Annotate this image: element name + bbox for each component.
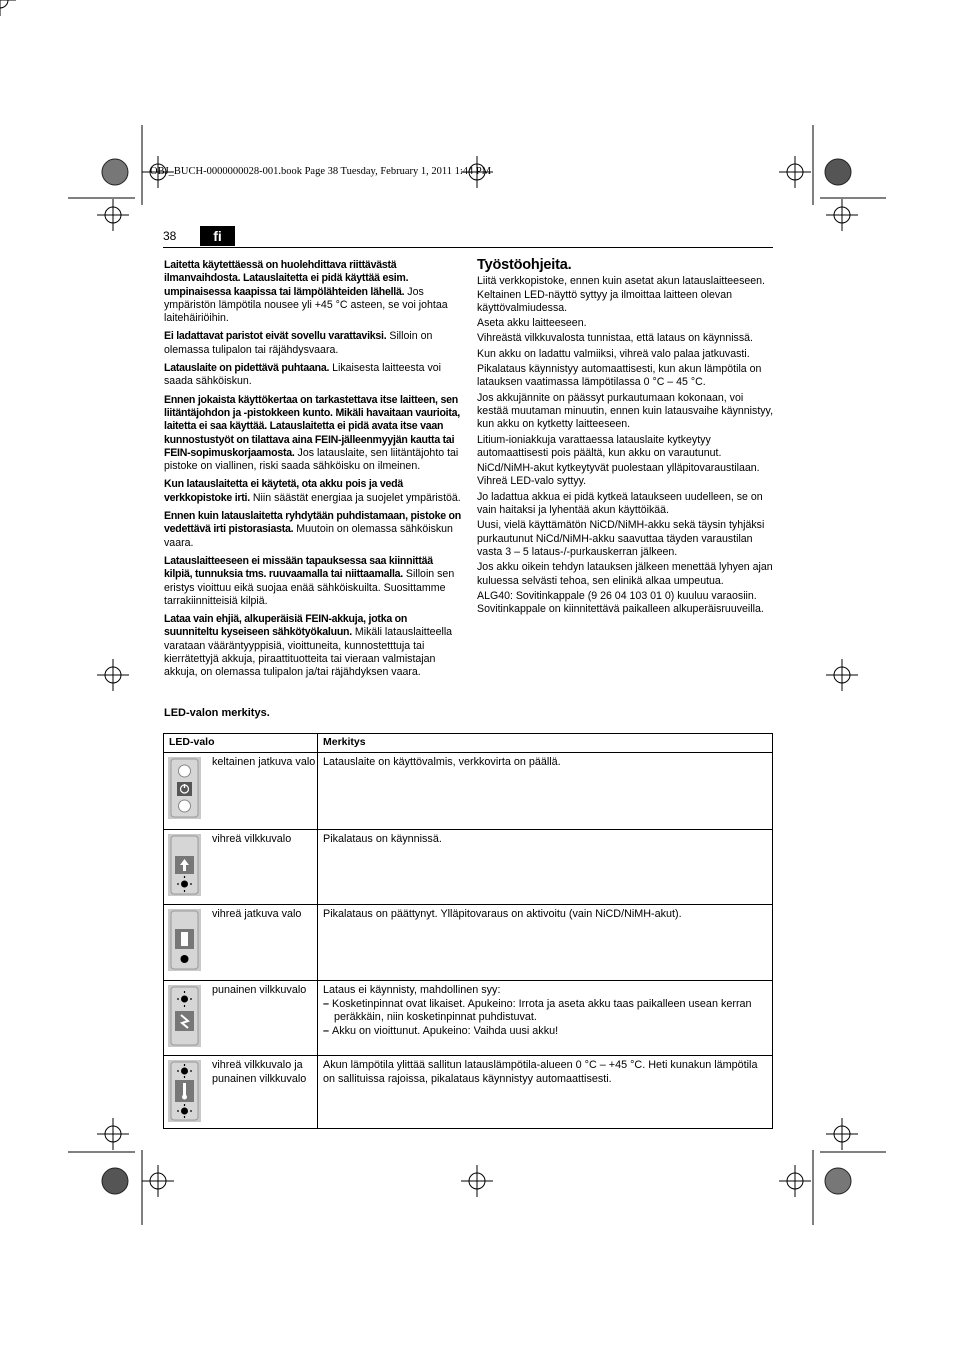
- column-header: Merkitys: [318, 734, 773, 753]
- instruction-paragraph: Kun akku on ladattu valmiiksi, vihreä valo palaa jatkuvasti.: [477, 347, 750, 360]
- print-info-line: OBJ_BUCH-0000000028-001.book Page 38 Tuesday, February 1, 2011 1:44 PM: [150, 166, 492, 177]
- section-heading: Työstöohjeita.: [477, 257, 572, 273]
- led-meaning: Pikalataus on päättynyt. Ylläpitovaraus on aktivoitu (vain NiCD/NiMH-akut).: [318, 905, 773, 981]
- led-name: vihreä vilkkuvalo ja punainen vilkkuvalo: [212, 1059, 307, 1085]
- led-name: vihreä jatkuva valo: [212, 908, 302, 920]
- instruction-paragraph: Aseta akku laitteeseen.: [477, 317, 587, 330]
- table-row: [164, 830, 773, 905]
- led-heading: LED-valon merkitys.: [164, 707, 270, 719]
- language-tab: fi: [200, 226, 235, 246]
- header-rule: [163, 247, 773, 248]
- safety-paragraph: Ennen kuin latauslaitetta ryhdytään puhdistamaan, pistoke on vedettävä irti pistorasiasta. Muutoin on olemassa sähköiskun vaara.: [164, 510, 461, 549]
- instruction-paragraph: ALG40: Sovitinkappale (9 26 04 103 01 0) kuuluu varaosiin. Sovitinkappale on kiinnitettävä paikalleen alkuperäisruuveilla.: [477, 589, 764, 616]
- full-battery-icon: [168, 909, 201, 971]
- safety-paragraph: Ennen jokaista käyttökertaa on tarkastettava itse laitteen, sen liitäntäjohdon ja -pistokkeen kunto. Mikäli havaitaan vaurioita, laitetta ei saa käyttää. Latauslaitetta ei pidä avata itse vaan kunnostustyöt on tilattava aina FEIN-jälleenmyyjän kautta tai FEIN-sopimuskorjaamosta. Jos latauslaite, sen liitäntäjohto tai pistoke on viallinen, riski saada sähköisku on ilmeinen.: [164, 393, 460, 473]
- instruction-paragraph: Uusi, vielä käyttämätön NiCD/NiMH-akku sekä täysin tyhjäksi purkautunut NiCd/NiMH-akku saavuttaa täyden varaustilan vasta 3 – 5 lataus-/-purkauskerran jälkeen.: [477, 519, 765, 558]
- instruction-paragraph: Liitä verkkopistoke, ennen kuin asetat akun latauslaitteeseen. Keltainen LED-näyttö syttyy ja ilmoittaa laitteen olevan käyttövalmiudessa.: [477, 275, 765, 314]
- led-meaning: Latauslaite on käyttövalmis, verkkovirta on päällä.: [318, 753, 773, 830]
- instruction-paragraph: Litium-ioniakkuja varattaessa latauslaite kytkeytyy automaattisesti pois päältä, kun akku on varautunut.: [477, 433, 722, 459]
- led-meaning: Lataus ei käynnisty, mahdollinen syy:: [323, 984, 501, 996]
- right-column: [477, 259, 775, 618]
- table-row: [164, 1056, 773, 1129]
- temperature-icon: [168, 1060, 201, 1122]
- safety-paragraph: Laitetta käytettäessä on huolehdittava riittävästä ilmanvaihdosta. Latauslaitetta ei pidä käyttää esim. umpinaisessa kaapissa tai lämpölähteiden lähellä. Jos ympäristön lämpötila nousee yli +45 °C asteen, se voi johtaa laitehäiriöihin.: [164, 259, 448, 325]
- table-row: [164, 905, 773, 981]
- cause-item: – Kosketinpinnat ovat likaiset. Apukeino: Irrota ja aseta akku taas paikalleen usean kerran peräkkäin, niin kosketinpinnat puhdistuvat.: [323, 997, 752, 1023]
- table-header-row: [164, 734, 773, 753]
- led-meaning-cell: [318, 981, 773, 1056]
- led-meaning: Pikalataus on käynnissä.: [318, 830, 773, 905]
- column-header: LED-valo: [164, 734, 318, 753]
- table-row: [164, 981, 773, 1056]
- instruction-paragraph: Vihreästä vilkkuvalosta tunnistaa, että lataus on käynnissä.: [477, 332, 753, 345]
- left-column: [164, 259, 461, 685]
- safety-paragraph: Ei ladattavat paristot eivät sovellu varattaviksi. Silloin on olemassa tulipalon tai räjähdysvaara.: [164, 330, 433, 356]
- led-name: punainen vilkkuvalo: [212, 984, 307, 996]
- safety-paragraph: Lataa vain ehjiä, alkuperäisiä FEIN-akkuja, jotka on suunniteltu kyseiseen sähkötyökaluun. Mikäli latauslaitteella varataan vääräntyyppisiä, vioittuneita, kunnostetttuja tai kierrätettyjä akkuja, piraattituotteita tai vieraan valmistajan akkuja, on olemassa tulipalon ja/tai räjähdyksen vaara.: [164, 613, 453, 679]
- instruction-paragraph: NiCd/NiMH-akut kytkeytyvät puolestaan ylläpitovaraustilaan. Vihreä LED-valo syttyy.: [477, 462, 760, 488]
- charging-battery-icon: [168, 834, 201, 896]
- led-table: [163, 733, 773, 1129]
- instruction-paragraph: Jo ladattua akkua ei pidä kytkeä lataukseen uudelleen, se on vain haitaksi ja lyhentää akun käyttöikää.: [477, 490, 763, 517]
- safety-paragraph: Kun latauslaitetta ei käytetä, ota akku pois ja vedä verkkopistoke irti. Niin säästät energiaa ja suojelet ympäristöä.: [164, 478, 461, 504]
- instruction-paragraph: Jos akku oikein tehdyn latauksen jälkeen menettää lyhyen ajan kuluessa selvästi tehoa, sen elinikä alkaa umpeutua.: [477, 561, 773, 587]
- instruction-paragraph: Pikalataus käynnistyy automaattisesti, kun akun lämpötila on latauksen vaatimassa lämpötilassa 0 °C – 45 °C.: [477, 363, 762, 389]
- power-led-icon: [168, 757, 201, 819]
- page-number: 38: [163, 229, 177, 243]
- table-row: [164, 753, 773, 830]
- led-name: vihreä vilkkuvalo: [212, 833, 292, 845]
- faulty-battery-icon: [168, 985, 201, 1047]
- instruction-paragraph: Jos akkujännite on päässyt purkautumaan kokonaan, voi kestää muutaman minuutin, ennen kuin latausvaihe käynnistyy, kun akku on kytketty laitteeseen.: [477, 391, 774, 431]
- led-meaning: Akun lämpötila ylittää sallitun latauslämpötila-alueen 0 °C – +45 °C. Heti kunakun lämpötila on sallituissa rajoissa, pikalataus käynnistyy automaattisesti.: [318, 1056, 773, 1129]
- led-name: keltainen jatkuva valo: [212, 756, 316, 768]
- safety-paragraph: Latauslaite on pidettävä puhtaana. Likaisesta laitteesta voi saada sähköiskun.: [164, 362, 442, 388]
- cause-item: – Akku on vioittunut. Apukeino: Vaihda uusi akku!: [323, 1024, 559, 1037]
- safety-paragraph: Latauslaitteeseen ei missään tapauksessa saa kiinnittää kilpiä, tunnuksia tms. ruuvaamalla tai niittaamalla. Silloin sen eristys vioittuu eikä suojaa enää sähköiskuilta. Suosittamme tarrakiinnitteisiä kilpiä.: [164, 554, 455, 607]
